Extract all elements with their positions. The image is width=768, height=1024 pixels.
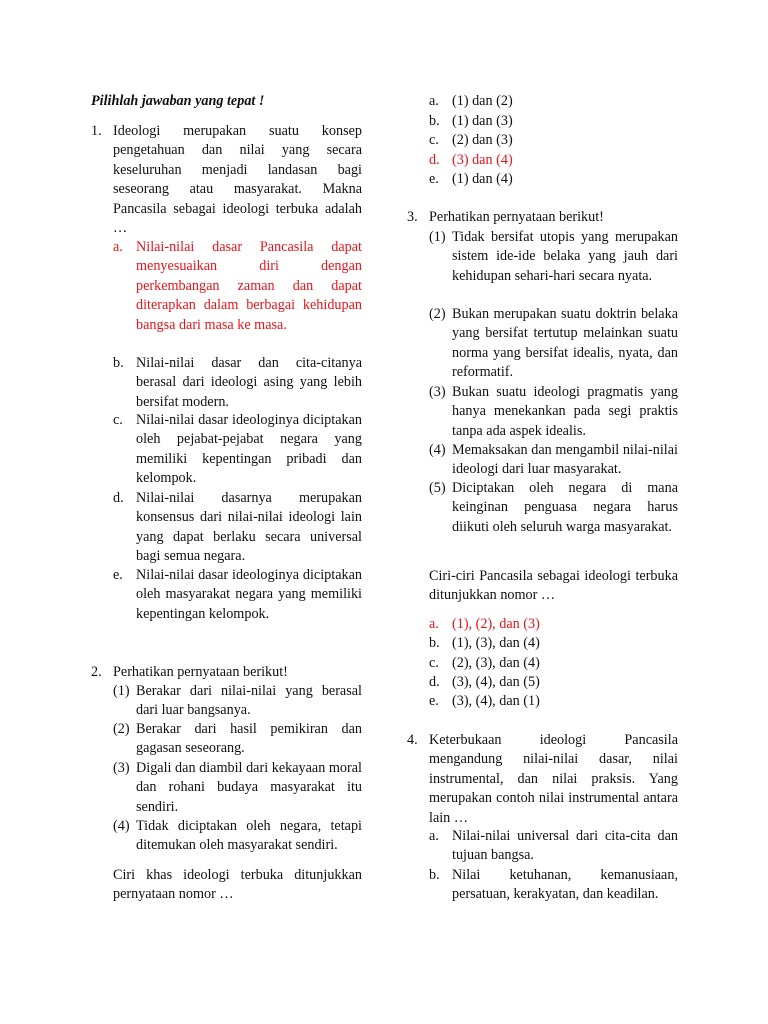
question-number: 4. — [407, 732, 418, 748]
question-stem: Keterbukaan ideologi Pancasila mengandung nilai-nilai dasar, nilai instrumental, dan nilai praksis. Yang merupakan contoh nilai instrumental antara lain … — [429, 732, 678, 826]
question-number: 2. — [91, 664, 102, 680]
question-prompt: Ciri-ciri Pancasila sebagai ideologi terbuka ditunjukkan nomor … — [429, 568, 678, 604]
statement-intro: Perhatikan pernyataan berikut! — [113, 664, 288, 680]
question-number: 3. — [407, 209, 418, 225]
statement-intro: Perhatikan pernyataan berikut! — [429, 209, 604, 225]
instruction-title: Pilihlah jawaban yang tepat ! — [91, 93, 265, 109]
question-number: 1. — [91, 123, 102, 139]
question-stem: Ideologi merupakan suatu konsep pengetahuan dan nilai yang secara keseluruhan menjadi landasan bagi seseorang atau masyarakat. Makna Pancasila sebagai ideologi terbuka adalah … — [113, 123, 362, 237]
question-prompt: Ciri khas ideologi terbuka ditunjukkan pernyataan nomor … — [113, 867, 362, 903]
